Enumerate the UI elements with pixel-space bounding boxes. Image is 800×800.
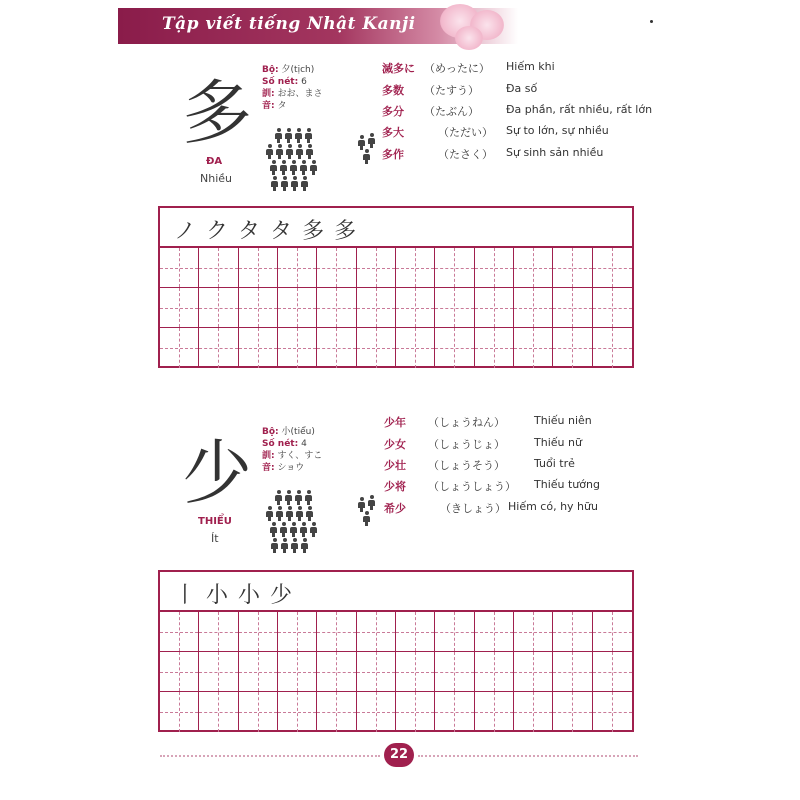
practice-cell bbox=[357, 692, 396, 732]
stroke-step: 多 bbox=[302, 219, 329, 244]
practice-cell bbox=[435, 652, 474, 692]
practice-cell bbox=[553, 248, 592, 288]
practice-cell bbox=[278, 328, 317, 368]
practice-cell bbox=[317, 288, 356, 328]
stroke-step: タ bbox=[270, 219, 297, 244]
practice-cells bbox=[160, 248, 632, 368]
practice-cell bbox=[593, 288, 632, 328]
practice-cell bbox=[553, 652, 592, 692]
practice-cell bbox=[593, 612, 632, 652]
kanji-character: 少 bbox=[182, 432, 252, 514]
practice-cell bbox=[199, 652, 238, 692]
person-icon bbox=[300, 160, 307, 175]
person-icon bbox=[290, 522, 297, 537]
han-viet-reading: THIỂU bbox=[198, 516, 232, 527]
practice-cell bbox=[317, 612, 356, 652]
person-icon bbox=[286, 144, 293, 159]
person-icon bbox=[270, 160, 277, 175]
practice-cell bbox=[553, 692, 592, 732]
person-icon bbox=[368, 133, 375, 148]
practice-cell bbox=[593, 692, 632, 732]
person-icon bbox=[291, 538, 298, 553]
person-icon bbox=[301, 176, 308, 191]
practice-cell bbox=[514, 612, 553, 652]
practice-cell bbox=[514, 692, 553, 732]
practice-cell bbox=[357, 612, 396, 652]
practice-cell bbox=[514, 652, 553, 692]
person-icon bbox=[300, 522, 307, 537]
practice-cell bbox=[357, 288, 396, 328]
people-pair-icon bbox=[358, 133, 380, 167]
person-icon bbox=[295, 490, 302, 505]
person-icon bbox=[280, 522, 287, 537]
people-pictogram-icon bbox=[266, 128, 330, 198]
person-icon bbox=[266, 506, 273, 521]
practice-cell bbox=[475, 692, 514, 732]
person-icon bbox=[281, 538, 288, 553]
practice-cell bbox=[396, 288, 435, 328]
person-icon bbox=[285, 490, 292, 505]
practice-cell bbox=[357, 328, 396, 368]
practice-cell bbox=[357, 248, 396, 288]
practice-cell bbox=[514, 248, 553, 288]
practice-cell bbox=[435, 692, 474, 732]
stroke-step: 丨 bbox=[174, 583, 201, 608]
decor-dot bbox=[650, 20, 653, 23]
kanji-info: Bộ: 夕(tịch) Số nét: 6 訓: おお、まさ 音: タ bbox=[262, 65, 323, 111]
person-icon bbox=[271, 176, 278, 191]
practice-cell bbox=[317, 248, 356, 288]
person-icon bbox=[305, 490, 312, 505]
han-viet-reading: ĐA bbox=[206, 156, 223, 167]
practice-cell bbox=[475, 248, 514, 288]
practice-cell bbox=[278, 288, 317, 328]
practice-cell bbox=[160, 328, 199, 368]
practice-cell bbox=[593, 248, 632, 288]
practice-cell bbox=[160, 288, 199, 328]
practice-cell bbox=[278, 692, 317, 732]
writing-practice-grid bbox=[158, 570, 634, 732]
stroke-order bbox=[174, 214, 366, 245]
practice-cell bbox=[239, 692, 278, 732]
person-icon bbox=[275, 490, 282, 505]
practice-cell bbox=[396, 692, 435, 732]
practice-cell bbox=[475, 288, 514, 328]
practice-cell bbox=[514, 328, 553, 368]
person-icon bbox=[266, 144, 273, 159]
person-icon bbox=[285, 128, 292, 143]
practice-cell bbox=[199, 328, 238, 368]
person-icon bbox=[286, 506, 293, 521]
practice-cell bbox=[160, 692, 199, 732]
person-icon bbox=[358, 135, 365, 150]
book-title: Tập viết tiếng Nhật Kanji bbox=[162, 14, 416, 34]
practice-cell bbox=[435, 328, 474, 368]
stroke-step: 多 bbox=[334, 219, 361, 244]
cherry-blossom-icon bbox=[455, 26, 483, 50]
practice-cell bbox=[553, 612, 592, 652]
person-icon bbox=[290, 160, 297, 175]
person-icon bbox=[310, 522, 317, 537]
stroke-step: タ bbox=[238, 219, 265, 244]
practice-cell bbox=[435, 288, 474, 328]
person-icon bbox=[276, 506, 283, 521]
kanji-info: Bộ: 小(tiểu) Số nét: 4 訓: すく、すこ 音: ショウ bbox=[262, 427, 323, 473]
stroke-order bbox=[174, 578, 302, 609]
footer-divider-right bbox=[418, 755, 638, 757]
practice-cell bbox=[553, 328, 592, 368]
practice-cell bbox=[553, 288, 592, 328]
person-icon bbox=[291, 176, 298, 191]
stroke-order-row bbox=[160, 208, 632, 248]
practice-cell bbox=[435, 612, 474, 652]
practice-cell bbox=[396, 652, 435, 692]
person-icon bbox=[363, 511, 370, 526]
people-pair-icon bbox=[358, 495, 380, 529]
person-icon bbox=[363, 149, 370, 164]
stroke-step: 小 bbox=[206, 583, 233, 608]
practice-cell bbox=[278, 652, 317, 692]
person-icon bbox=[358, 497, 365, 512]
person-icon bbox=[296, 506, 303, 521]
practice-cell bbox=[278, 248, 317, 288]
practice-cell bbox=[317, 652, 356, 692]
stroke-step: ク bbox=[206, 219, 233, 244]
person-icon bbox=[271, 538, 278, 553]
practice-cell bbox=[514, 288, 553, 328]
practice-cell bbox=[239, 248, 278, 288]
stroke-step: 小 bbox=[238, 583, 265, 608]
practice-cell bbox=[239, 288, 278, 328]
page-number: 22 bbox=[384, 743, 414, 767]
person-icon bbox=[306, 144, 313, 159]
kanji-meaning: Ít bbox=[211, 532, 219, 545]
practice-cell bbox=[239, 652, 278, 692]
practice-cell bbox=[239, 328, 278, 368]
practice-cell bbox=[396, 328, 435, 368]
person-icon bbox=[310, 160, 317, 175]
practice-cell bbox=[396, 248, 435, 288]
person-icon bbox=[301, 538, 308, 553]
practice-cell bbox=[317, 328, 356, 368]
person-icon bbox=[270, 522, 277, 537]
person-icon bbox=[296, 144, 303, 159]
footer-divider-left bbox=[160, 755, 380, 757]
practice-cell bbox=[435, 248, 474, 288]
practice-cell bbox=[396, 612, 435, 652]
person-icon bbox=[276, 144, 283, 159]
practice-cell bbox=[357, 652, 396, 692]
person-icon bbox=[306, 506, 313, 521]
person-icon bbox=[368, 495, 375, 510]
practice-cell bbox=[475, 328, 514, 368]
practice-cell bbox=[199, 692, 238, 732]
practice-cell bbox=[475, 612, 514, 652]
kanji-character: 多 bbox=[182, 72, 252, 154]
person-icon bbox=[275, 128, 282, 143]
practice-cell bbox=[593, 652, 632, 692]
kanji-meaning: Nhiều bbox=[200, 172, 232, 185]
stroke-order-row bbox=[160, 572, 632, 612]
writing-practice-grid bbox=[158, 206, 634, 368]
practice-cells bbox=[160, 612, 632, 732]
practice-cell bbox=[160, 652, 199, 692]
practice-cell bbox=[160, 612, 199, 652]
practice-cell bbox=[199, 288, 238, 328]
person-icon bbox=[280, 160, 287, 175]
practice-cell bbox=[475, 652, 514, 692]
practice-cell bbox=[199, 612, 238, 652]
practice-cell bbox=[199, 248, 238, 288]
people-pictogram-icon bbox=[266, 490, 330, 560]
stroke-step: ノ bbox=[174, 219, 201, 244]
practice-cell bbox=[593, 328, 632, 368]
practice-cell bbox=[278, 612, 317, 652]
practice-cell bbox=[239, 612, 278, 652]
practice-cell bbox=[160, 248, 199, 288]
person-icon bbox=[305, 128, 312, 143]
person-icon bbox=[281, 176, 288, 191]
stroke-step: 少 bbox=[270, 583, 297, 608]
practice-cell bbox=[317, 692, 356, 732]
person-icon bbox=[295, 128, 302, 143]
